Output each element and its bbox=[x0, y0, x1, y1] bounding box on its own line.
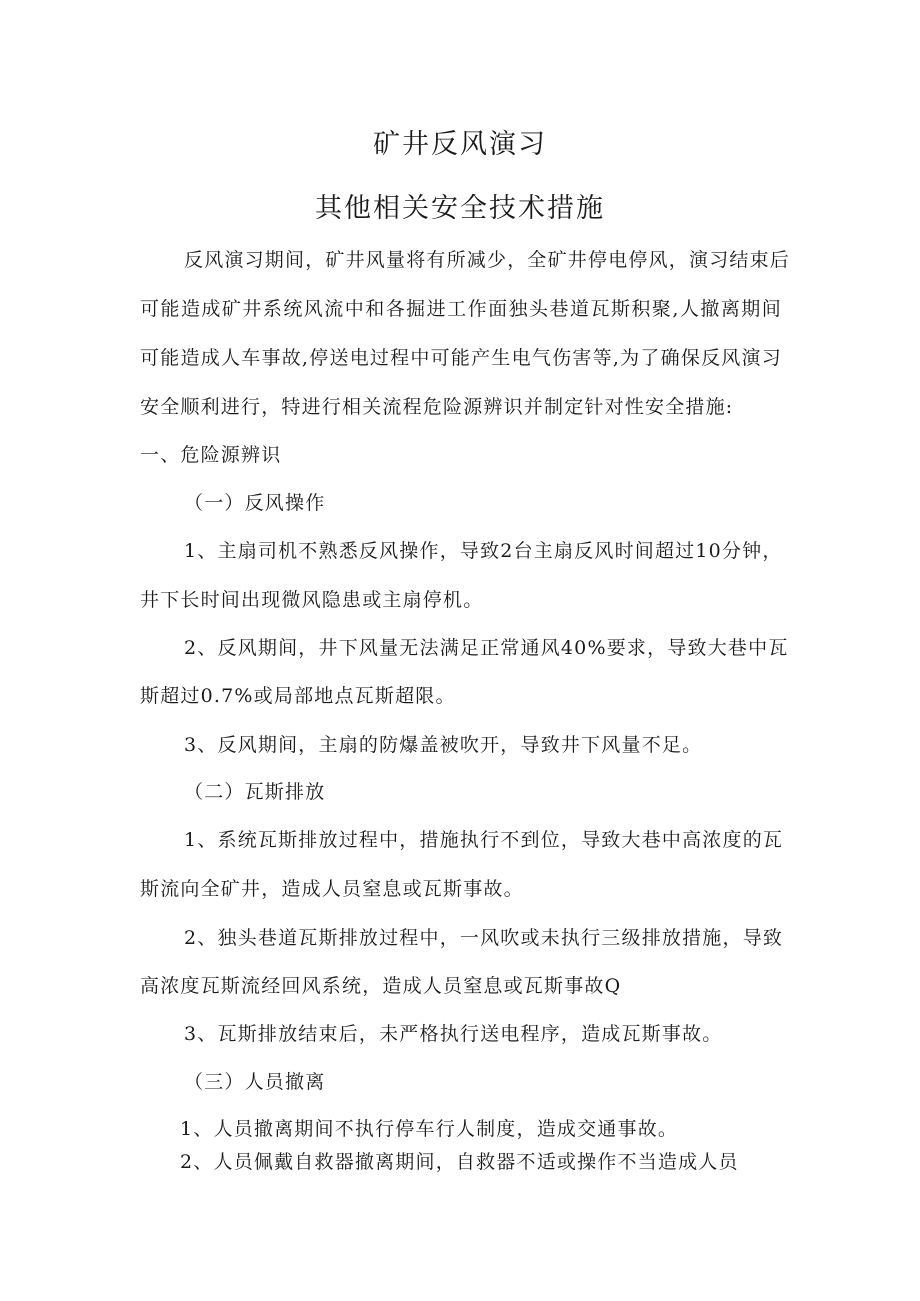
intro-line-1: 反风演习期间，矿井风量将有所减少，全矿井停电停风，演习结束后 bbox=[184, 249, 791, 271]
subsection-heading: （三）人员撤离 bbox=[184, 1071, 326, 1093]
intro-line-2: 可能造成矿井系统风流中和各掘进工作面独头巷道瓦斯积聚,人撤离期间 bbox=[140, 298, 782, 320]
list-item-line: 斯超过0.7%或局部地点瓦斯超限。 bbox=[140, 685, 456, 707]
list-item-line: 井下长时间出现微风隐患或主扇停机。 bbox=[140, 589, 484, 611]
list-item-line: 2、人员佩戴自救器撤离期间，自救器不适或操作不当造成人员 bbox=[180, 1151, 739, 1173]
list-item-line: 1、人员撤离期间不执行停车行人制度，造成交通事故。 bbox=[180, 1118, 679, 1140]
intro-line-4: 安全顺利进行，特进行相关流程危险源辨识并制定针对性安全措施: bbox=[140, 396, 734, 418]
document-title: 矿井反风演习 bbox=[373, 129, 547, 160]
list-item-line: 1、系统瓦斯排放过程中，措施执行不到位，导致大巷中高浓度的瓦 bbox=[184, 829, 784, 851]
list-item-line: 2、独头巷道瓦斯排放过程中，一风吹或未执行三级排放措施，导致 bbox=[184, 927, 784, 949]
list-item-line: 2、反风期间，井下风量无法满足正常通风40%要求，导致大巷中瓦 bbox=[184, 637, 789, 659]
list-item-line: 3、反风期间，主扇的防爆盖被吹开，导致井下风量不足。 bbox=[184, 734, 703, 756]
list-item-line: 3、瓦斯排放结束后，未严格执行送电程序，造成瓦斯事故。 bbox=[184, 1023, 723, 1045]
list-item-line: 高浓度瓦斯流经回风系统，造成人员窒息或瓦斯事故Q bbox=[140, 975, 622, 997]
list-item-line: 斯流向全矿井，造成人员窒息或瓦斯事故。 bbox=[140, 878, 524, 900]
subsection-heading: （二）瓦斯排放 bbox=[184, 781, 326, 803]
section-heading: 一、危险源辨识 bbox=[140, 444, 282, 466]
subsection-heading: （一）反风操作 bbox=[184, 492, 326, 514]
intro-line-3: 可能造成人车事故,停送电过程中可能产生电气伤害等,为了确保反风演习 bbox=[140, 347, 782, 369]
document-subtitle: 其他相关安全技术措施 bbox=[315, 193, 605, 224]
list-item-line: 1、主扇司机不熟悉反风操作，导致2台主扇反风时间超过10分钟， bbox=[184, 540, 783, 562]
